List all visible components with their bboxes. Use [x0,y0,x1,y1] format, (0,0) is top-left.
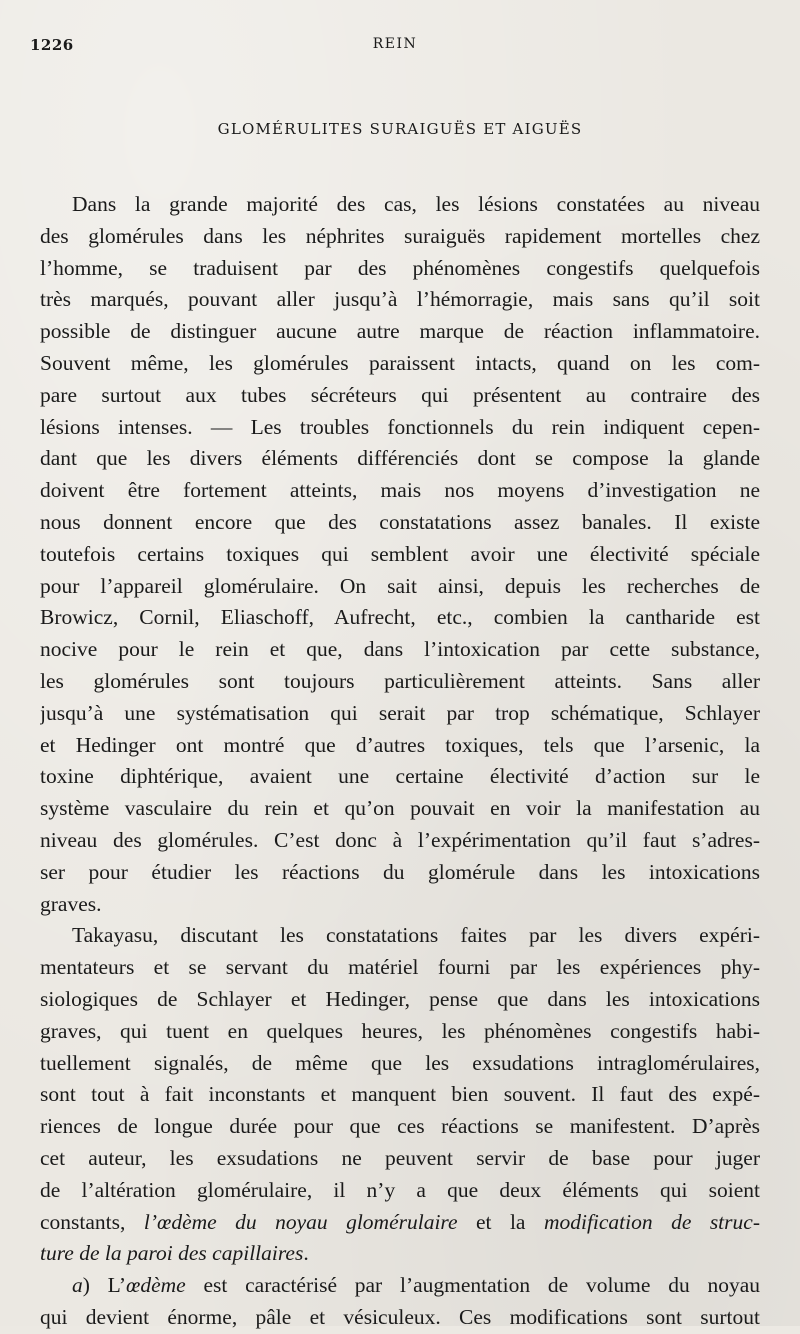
text-segment: est caractérisé par l’augmentation de volume du noyau [185,1273,760,1298]
text-line: et Hedinger ont montré que d’autres toxiques, tels que l’arsenic, la [40,732,760,757]
text-line: doivent être fortement atteints, mais nos moyens d’investigation ne [40,478,760,503]
body-text [40,189,760,1334]
italic-term: ture de la paroi des capillaires [40,1241,304,1266]
text-line: dant que les divers éléments différenciés dont se compose la glande [40,446,760,471]
text-line: Dans la grande majorité des cas, les lésions constatées au niveau [72,192,760,216]
text-line: toxine diphtérique, avaient une certaine électivité d’action sur le [40,764,760,789]
running-head [30,36,760,56]
text-line: possible de distinguer aucune autre marque de réaction inflammatoire. [40,319,760,344]
text-line [40,1270,760,1302]
text-line: l’homme, se traduisent par des phénomènes congestifs quelquefois [40,255,760,280]
text-line: pour l’appareil glomérulaire. On sait ainsi, depuis les recherches de [40,573,760,598]
text-line: graves. [40,891,102,916]
text-line: sont tout à fait inconstants et manquent bien souvent. Il faut des expé- [40,1082,760,1107]
text-line: système vasculaire du rein et qu’on pouvait en voir la manifestation au [40,796,760,821]
text-line [40,1238,760,1270]
list-marker: a [72,1273,83,1298]
text-line: nocive pour le rein et que, dans l’intoxication par cette substance, [40,637,760,662]
text-line: de l’altération glomérulaire, il n’y a que deux éléments qui soient [40,1177,760,1202]
text-line: riences de longue durée pour que ces réactions se manifestent. D’après [40,1114,760,1139]
text-line: cet auteur, les exsudations ne peuvent servir de base pour juger [40,1145,760,1170]
text-line: Browicz, Cornil, Eliaschoff, Aufrecht, etc., combien la cantharide est [40,605,760,630]
text-line: très marqués, pouvant aller jusqu’à l’hémorragie, mais sans qu’il soit [40,287,760,312]
text-line: Takayasu, discutant les constatations faites par les divers expéri- [72,923,760,948]
text-segment: constants, [40,1209,144,1234]
running-title: REIN [372,36,418,52]
text-line: qui devient énorme, pâle et vésiculeux. Ces modifications sont surtout [40,1304,760,1329]
text-line: mentateurs et se servant du matériel fourni par les expériences phy- [40,955,760,980]
text-line: siologiques de Schlayer et Hedinger, pense que dans les intoxications [40,986,760,1011]
text-line: les glomérules sont toujours particulièrement atteints. Sans aller [40,668,760,693]
text-line: lésions intenses. — Les troubles fonctionnels du rein indiquent cepen- [40,414,760,439]
text-line: pare surtout aux tubes sécréteurs qui présentent au contraire des [40,382,760,407]
text-line: ser pour étudier les réactions du glomérule dans les intoxications [40,859,760,884]
text-segment: ) L’ [82,1273,126,1298]
text-line [40,1207,760,1239]
text-line: graves, qui tuent en quelques heures, les phénomènes congestifs habi- [40,1018,760,1043]
text-line: des glomérules dans les néphrites suraiguës rapidement mortelles chez [40,223,760,248]
italic-term: l’œdème du noyau glomérulaire [143,1209,458,1234]
italic-term: œdème [126,1273,186,1298]
text-line: jusqu’à une systématisation qui serait par trop schématique, Schlayer [40,700,760,725]
text-line: Souvent même, les glomérules paraissent intacts, quand on les com- [40,350,760,375]
text-segment: et la [457,1209,544,1234]
text-line: tuellement signalés, de même que les exsudations intraglomérulaires, [40,1050,760,1075]
section-title: GLOMÉRULITES SURAIGUËS ET AIGUËS [217,120,583,138]
italic-term: modification de struc- [543,1209,760,1234]
text-line: toutefois certains toxiques qui semblent avoir une électivité spéciale [40,541,760,566]
page-number: 1226 [30,36,74,54]
text-line: niveau des glomérules. C’est donc à l’expérimentation qu’il faut s’adres- [40,827,760,852]
text-line: nous donnent encore que des constatations assez banales. Il existe [40,509,760,534]
text-segment: . [303,1241,309,1266]
